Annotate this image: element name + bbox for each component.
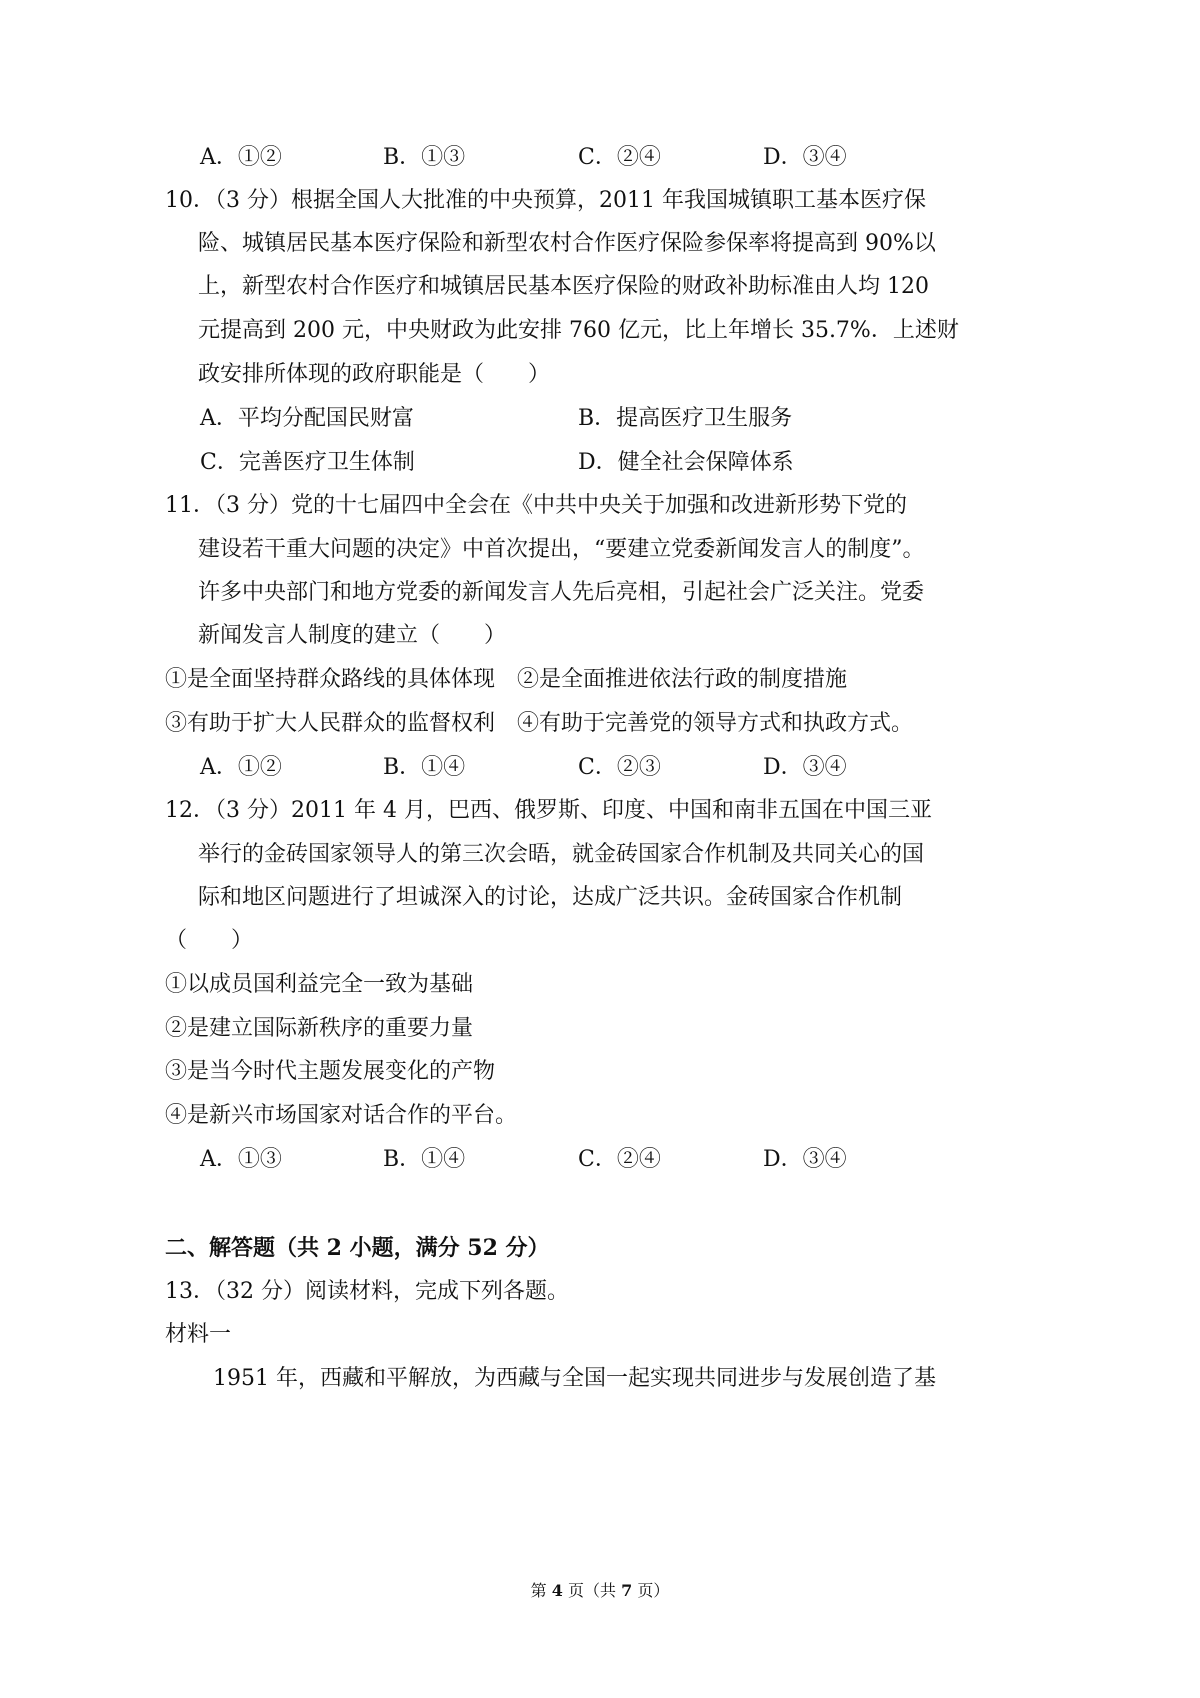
q9-option-b: B．①③ — [383, 145, 466, 170]
q11-line-2: 建设若干重大问题的决定》中首次提出，“要建立党委新闻发言人的制度”。 — [198, 537, 925, 562]
q11-option-c: C．②③ — [578, 755, 661, 780]
q12-line-4: （ ） — [165, 928, 254, 953]
q10-line-1: 10．（3 分）根据全国人大批准的中央预算，2011 年我国城镇职工基本医疗保 — [165, 188, 926, 213]
q9-option-a: A．①② — [200, 145, 282, 170]
q11-option-a: A．①② — [200, 755, 282, 780]
q13-line: 13．（32 分）阅读材料，完成下列各题。 — [165, 1279, 569, 1304]
q11-statements-2: ③有助于扩大人民群众的监督权利 ④有助于完善党的领导方式和执政方式。 — [165, 711, 914, 736]
q10-line-2: 险、城镇居民基本医疗保险和新型农村合作医疗保险参保率将提高到 90%以 — [198, 231, 936, 256]
q10-option-b: B．提高医疗卫生服务 — [578, 406, 793, 431]
q10-option-a: A．平均分配国民财富 — [200, 406, 414, 431]
q12-statement-4: ④是新兴市场国家对话合作的平台。 — [165, 1103, 518, 1128]
q11-line-4: 新闻发言人制度的建立（ ） — [198, 623, 507, 648]
q9-option-c: C．②④ — [578, 145, 661, 170]
footer-middle: 页（共 — [562, 1581, 622, 1600]
q10-line-5: 政安排所体现的政府职能是（ ） — [198, 362, 551, 387]
q12-option-b: B．①④ — [383, 1147, 466, 1172]
footer-page-number: 4 — [551, 1581, 563, 1600]
footer-total-pages: 7 — [621, 1581, 633, 1600]
page-footer — [0, 1580, 1200, 1602]
q11-line-1: 11．（3 分）党的十七届四中全会在《中共中央关于加强和改进新形势下党的 — [165, 493, 907, 518]
q9-option-d: D．③④ — [763, 145, 847, 170]
footer-suffix: 页） — [632, 1581, 670, 1600]
q10-option-c: C．完善医疗卫生体制 — [200, 450, 415, 475]
q12-statement-2: ②是建立国际新秩序的重要力量 — [165, 1016, 474, 1041]
q10-line-4: 元提高到 200 元，中央财政为此安排 760 亿元，比上年增长 35.7%．上述财 — [198, 318, 959, 343]
q11-option-b: B．①④ — [383, 755, 466, 780]
q11-option-d: D．③④ — [763, 755, 847, 780]
q10-line-3: 上，新型农村合作医疗和城镇居民基本医疗保险的财政补助标准由人均 120 — [198, 274, 929, 299]
q10-option-d: D．健全社会保障体系 — [578, 450, 794, 475]
q12-line-2: 举行的金砖国家领导人的第三次会晤，就金砖国家合作机制及共同关心的国 — [198, 842, 925, 867]
section-2-heading: 二、解答题（共 2 小题，满分 52 分） — [165, 1235, 550, 1261]
q12-statement-1: ①以成员国利益完全一致为基础 — [165, 972, 474, 997]
material-text: 1951 年，西藏和平解放，为西藏与全国一起实现共同进步与发展创造了基 — [213, 1366, 936, 1391]
q12-option-c: C．②④ — [578, 1147, 661, 1172]
q12-option-a: A．①③ — [200, 1147, 282, 1172]
footer-prefix: 第 — [530, 1581, 552, 1600]
q11-line-3: 许多中央部门和地方党委的新闻发言人先后亮相，引起社会广泛关注。党委 — [198, 580, 925, 605]
q12-line-1: 12．（3 分）2011 年 4 月，巴西、俄罗斯、印度、中国和南非五国在中国三亚 — [165, 798, 932, 823]
q12-line-3: 际和地区问题进行了坦诚深入的讨论，达成广泛共识。金砖国家合作机制 — [198, 885, 903, 910]
q11-statements-1: ①是全面坚持群众路线的具体体现 ②是全面推进依法行政的制度措施 — [165, 667, 848, 692]
q12-statement-3: ③是当今时代主题发展变化的产物 — [165, 1059, 496, 1084]
q12-option-d: D．③④ — [763, 1147, 847, 1172]
material-label: 材料一 — [165, 1322, 232, 1347]
